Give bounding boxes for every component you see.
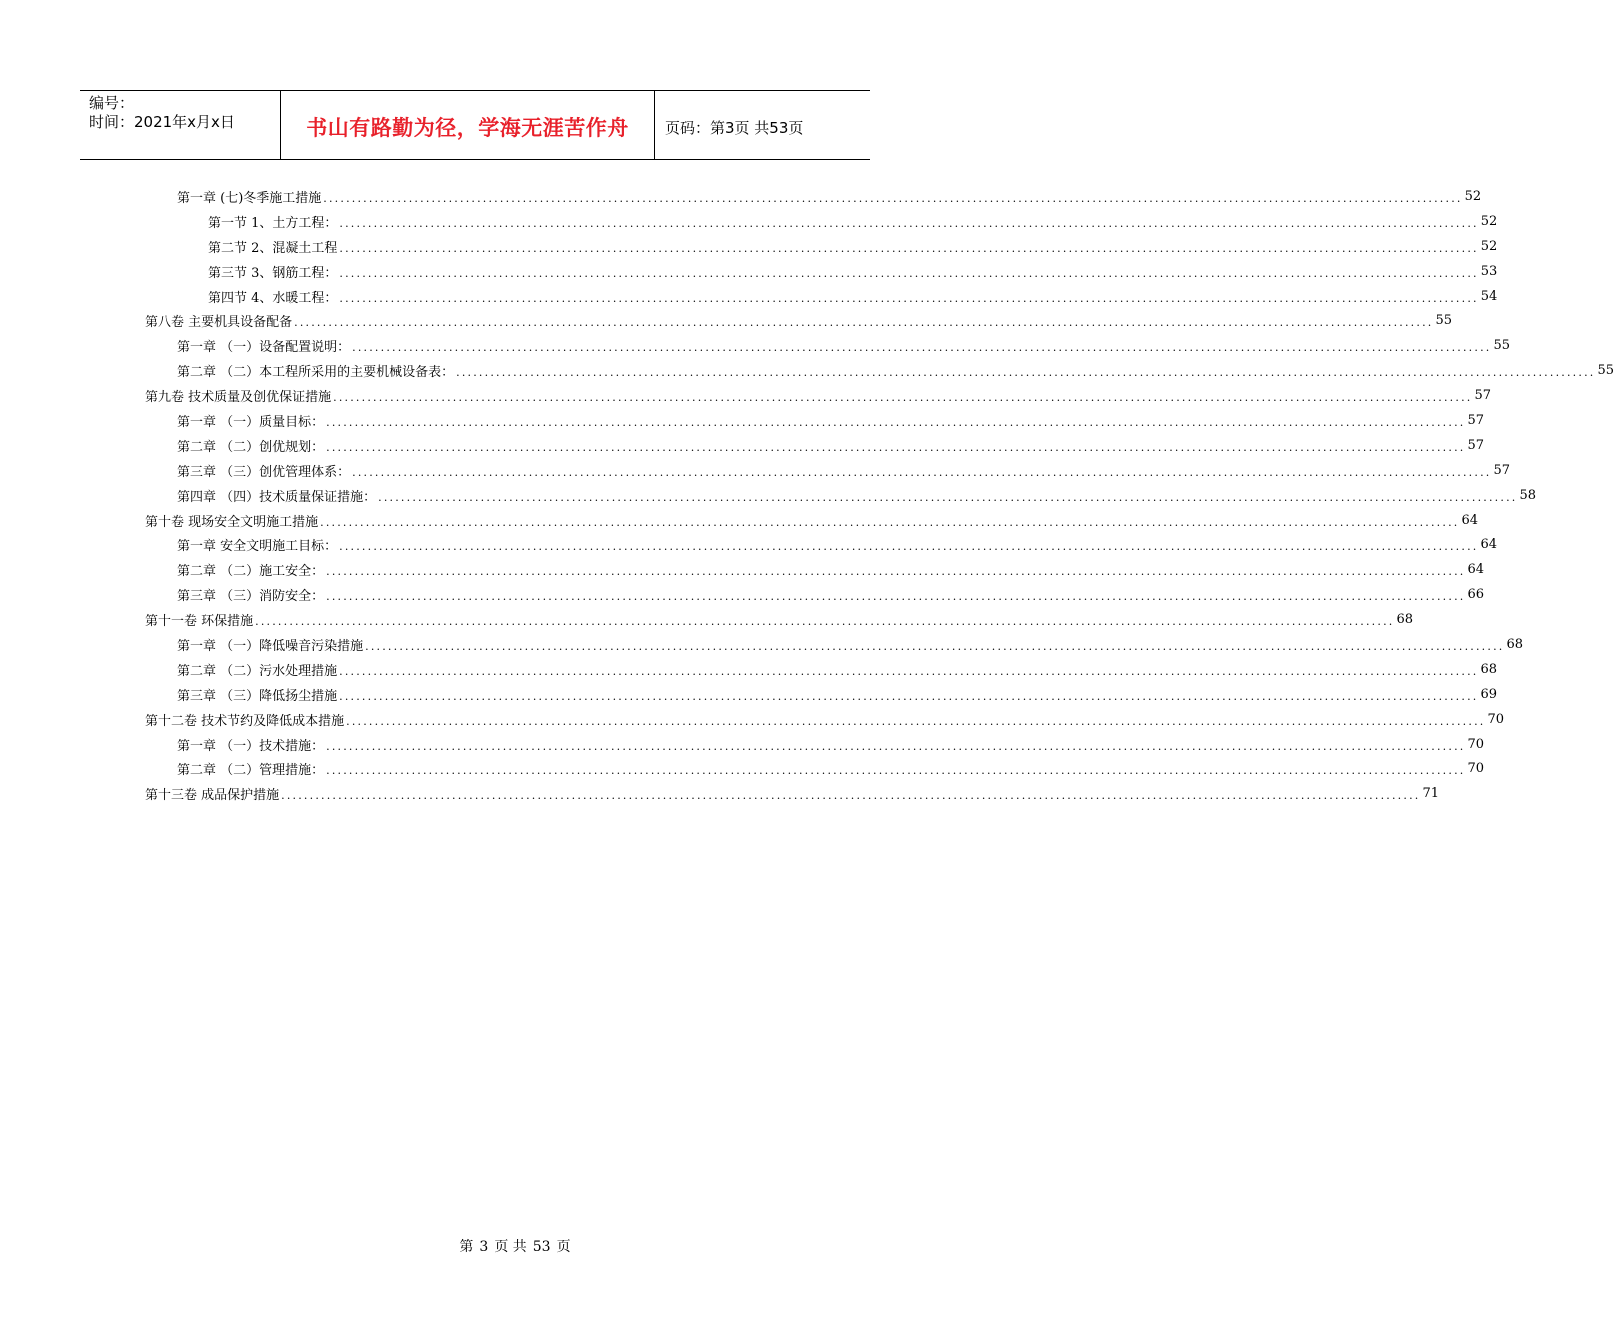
toc-entry-label: 第一章 （一）降低噪音污染措施 [177,638,364,654]
toc-entry-page: 68 [1506,636,1524,652]
toc-entry[interactable] [145,682,1498,707]
toc-entry-page: 57 [1467,437,1485,453]
toc-entry-label: 第十二卷 技术节约及降低成本措施 [145,713,345,729]
toc-leader-dots: ........................................................................................................................................................................................................ [339,689,1479,703]
toc-entry-page: 57 [1474,388,1492,404]
toc-leader-dots: ........................................................................................................................................................................................................ [352,465,1492,479]
toc-entry-page: 52 [1480,238,1498,254]
footer-prefix: 第 [459,1239,474,1255]
toc-leader-dots: ........................................................................................................................................................................................................ [326,764,1466,778]
toc-entry-page: 68 [1480,661,1498,677]
footer-total-pages: 53 [532,1239,551,1255]
toc-entry-page: 70 [1467,761,1485,777]
toc-entry-page: 58 [1519,487,1537,503]
toc-entry[interactable] [145,756,1485,781]
toc-leader-dots: ........................................................................................................................................................................................................ [326,739,1466,753]
footer-current-page: 3 [479,1239,489,1255]
toc-entry[interactable] [145,532,1498,557]
table-of-contents [145,184,1614,806]
toc-entry[interactable] [145,408,1485,433]
toc-entry-page: 64 [1480,537,1498,553]
toc-entry-page: 66 [1467,587,1485,603]
toc-leader-dots: ........................................................................................................................................................................................................ [294,316,1434,330]
toc-leader-dots: ........................................................................................................................................................................................................ [339,540,1479,554]
toc-entry[interactable] [145,732,1485,757]
toc-leader-dots: ........................................................................................................................................................................................................ [320,515,1460,529]
toc-entry[interactable] [145,557,1485,582]
toc-entry-page: 55 [1597,363,1614,379]
page-footer [0,1236,950,1256]
motto: 书山有路勤为径，学海无涯苦作舟 [306,116,629,140]
footer-middle: 页 共 [494,1239,527,1255]
toc-leader-dots: ........................................................................................................................................................................................................ [378,490,1518,504]
toc-entry-label: 第九卷 技术质量及创优保证措施 [145,390,332,406]
toc-leader-dots: ........................................................................................................................................................................................................ [326,565,1466,579]
toc-entry[interactable] [145,483,1537,508]
toc-entry-label: 第二章 （二）本工程所采用的主要机械设备表： [177,365,455,381]
toc-entry-label: 第一章 （一）技术措施： [177,738,325,754]
toc-entry[interactable] [145,657,1498,682]
toc-entry-label: 第十三卷 成品保护措施 [145,788,280,804]
toc-entry-label: 第三章 （三）降低扬尘措施 [177,688,338,704]
toc-entry[interactable] [145,209,1498,234]
toc-entry-label: 第二章 （二）施工安全： [177,564,325,580]
toc-leader-dots: ........................................................................................................................................................................................................ [326,440,1466,454]
header-meta [80,91,281,159]
toc-entry[interactable] [145,458,1511,483]
toc-entry-page: 64 [1461,512,1479,528]
toc-leader-dots: ........................................................................................................................................................................................................ [365,639,1505,653]
toc-entry-page: 57 [1467,412,1485,428]
toc-leader-dots: ........................................................................................................................................................................................................ [326,590,1466,604]
header-page-info: 页码：第3页 共53页 [665,118,804,137]
toc-entry-page: 70 [1467,736,1485,752]
toc-entry-label: 第十一卷 环保措施 [145,614,254,630]
toc-entry[interactable] [145,184,1482,209]
toc-entry-page: 70 [1487,711,1505,727]
toc-entry-label: 第二章 （二）创优规划： [177,439,325,455]
toc-entry-label: 第四章 （四）技术质量保证措施： [177,489,377,505]
toc-entry-label: 第八卷 主要机具设备配备 [145,315,293,331]
header-motto-cell [281,91,655,159]
toc-leader-dots: ........................................................................................................................................................................................................ [339,664,1479,678]
toc-leader-dots: ........................................................................................................................................................................................................ [346,714,1486,728]
toc-entry-label: 第四节 4、水暖工程： [208,290,338,306]
toc-entry-page: 54 [1480,288,1498,304]
toc-leader-dots: ........................................................................................................................................................................................................ [326,415,1466,429]
toc-entry[interactable] [145,632,1524,657]
toc-entry-label: 第一章 安全文明施工目标： [177,539,338,555]
toc-leader-dots: ........................................................................................................................................................................................................ [339,291,1479,305]
toc-entry-page: 53 [1480,263,1498,279]
toc-entry[interactable] [145,308,1453,333]
toc-entry[interactable] [145,582,1485,607]
time-label: 时间：2021年x月x日 [89,113,235,131]
toc-leader-dots: ........................................................................................................................................................................................................ [456,366,1596,380]
toc-entry[interactable] [145,333,1511,358]
toc-entry[interactable] [145,383,1492,408]
toc-entry-page: 68 [1396,612,1414,628]
toc-entry-page: 57 [1493,462,1511,478]
toc-entry[interactable] [145,508,1479,533]
toc-entry-label: 第一章 （一）设备配置说明： [177,340,351,356]
toc-entry-label: 第十卷 现场安全文明施工措施 [145,514,319,530]
toc-entry-page: 71 [1422,786,1440,802]
toc-entry-page: 52 [1464,188,1482,204]
toc-leader-dots: ........................................................................................................................................................................................................ [339,241,1479,255]
toc-entry-page: 52 [1480,213,1498,229]
toc-leader-dots: ........................................................................................................................................................................................................ [339,216,1479,230]
toc-leader-dots: ........................................................................................................................................................................................................ [255,615,1395,629]
toc-entry-label: 第一章 (七)冬季施工措施 [177,190,322,206]
toc-entry[interactable] [145,234,1498,259]
toc-entry-page: 55 [1493,338,1511,354]
toc-entry[interactable] [145,284,1498,309]
toc-leader-dots: ........................................................................................................................................................................................................ [281,789,1421,803]
toc-entry-page: 55 [1435,313,1453,329]
toc-entry-label: 第一章 （一）质量目标： [177,414,325,430]
toc-entry-label: 第三节 3、钢筋工程： [208,265,338,281]
toc-entry-page: 64 [1467,562,1485,578]
toc-entry[interactable] [145,781,1440,806]
toc-leader-dots: ........................................................................................................................................................................................................ [333,391,1473,405]
toc-entry-label: 第二章 （二）污水处理措施 [177,663,338,679]
toc-entry[interactable] [145,607,1414,632]
toc-entry-label: 第一节 1、土方工程： [208,215,338,231]
toc-leader-dots: ........................................................................................................................................................................................................ [323,191,1463,205]
toc-leader-dots: ........................................................................................................................................................................................................ [352,341,1492,355]
toc-entry[interactable] [145,433,1485,458]
toc-entry-label: 第二章 （二）管理措施： [177,763,325,779]
toc-entry-label: 第三章 （三）消防安全： [177,589,325,605]
page-header [80,90,870,160]
toc-entry[interactable] [145,259,1498,284]
toc-entry[interactable] [145,707,1505,732]
toc-entry[interactable] [145,358,1614,383]
toc-entry-label: 第二节 2、混凝土工程 [208,240,338,256]
footer-suffix: 页 [556,1239,571,1255]
toc-leader-dots: ........................................................................................................................................................................................................ [339,266,1479,280]
toc-entry-page: 69 [1480,686,1498,702]
toc-entry-label: 第三章 （三）创优管理体系： [177,464,351,480]
number-label: 编号： [89,94,135,112]
